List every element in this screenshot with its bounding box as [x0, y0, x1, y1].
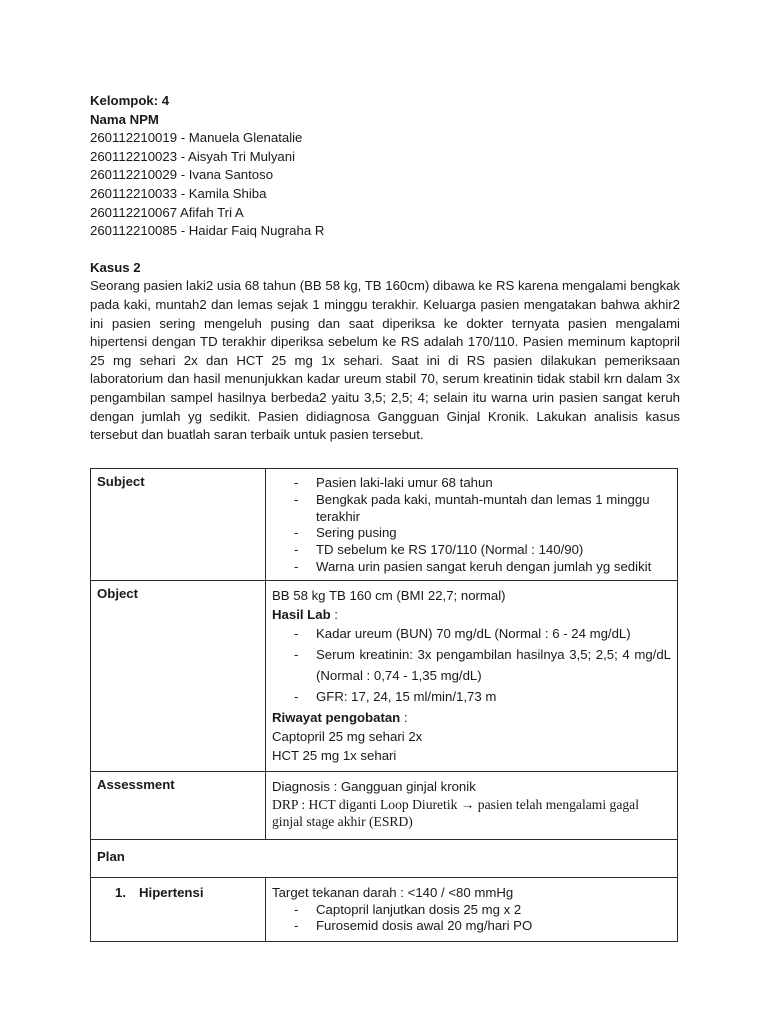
list-item: - Kadar ureum (BUN) 70 mg/dL (Normal : 6 - 24 mg/dL): [272, 623, 671, 644]
history-heading: [272, 710, 671, 727]
subject-label: Subject: [91, 469, 266, 581]
assessment-content: [266, 772, 678, 840]
subject-row: [91, 469, 678, 581]
plan-hypertension-row: [91, 877, 678, 941]
list-item: - Warna urin pasien sangat keruh dengan jumlah yg sedikit: [272, 559, 671, 576]
list-item: - Serum kreatinin: 3x pengambilan hasilnya 3,5; 2,5; 4 mg/dL (Normal : 0,74 - 1,35 mg/dL): [272, 644, 671, 686]
member-line: 260112210029 - Ivana Santoso: [90, 167, 274, 183]
plan-label: Plan: [91, 839, 678, 877]
case-title: Kasus 2: [90, 259, 141, 275]
diagnosis-line: Diagnosis : Gangguan ginjal kronik: [272, 779, 476, 795]
document-page: [90, 92, 680, 445]
npm-heading: Nama NPM: [90, 111, 159, 127]
plan-item-number: 1.: [115, 884, 126, 900]
assessment-label: Assessment: [91, 772, 266, 840]
target-line: Target tekanan darah : <140 / <80 mmHg: [272, 884, 514, 900]
subject-content: [266, 469, 678, 581]
anthropometry-line: BB 58 kg TB 160 cm (BMI 22,7; normal): [272, 587, 506, 603]
history-heading-colon: :: [400, 710, 408, 726]
case-description: Seorang pasien laki2 usia 68 tahun (BB 58 kg, TB 160cm) dibawa ke RS karena mengalami bengkak pada kaki, muntah2 dan lemas sejak 1 minggu terakhir. Keluarga pasien mengatakan bahwa akhir2 ini pasien sering mengeluh pusing dan saat diperiksa ke dokter ternyata pasien mengalami hipertensi dengan TD terakhir diperiksa sebelum ke RS adalah 170/110. Pasien meminum kaptopril 25 mg sehari 2x dan HCT 25 mg 1x sehari. Saat ini di RS pasien dilakukan pemeriksaan laboratorium dan hasil menunjukkan kadar ureum stabil 70, serum kreatinin tidak stabil krn dalam 3x pengambilan sampel hasilnya berbeda2 yaitu 3,5; 2,5; 4; selain itu warna urin pasien sangat keruh dengan jumlah yg sedikit. Pasien didiagnosa Gangguan Ginjal Kronik. Lakukan analisis kasus tersebut dan buatlah saran terbaik untuk pasien tersebut.: [90, 278, 680, 443]
plan-item-label: [91, 877, 266, 941]
history-item: Captopril 25 mg sehari 2x: [272, 729, 423, 745]
list-item: - Captopril lanjutkan dosis 25 mg x 2: [272, 902, 671, 919]
lab-heading-colon: :: [330, 606, 338, 622]
lab-heading: [272, 607, 671, 624]
group-label: Kelompok: 4: [90, 93, 170, 108]
history-item: HCT 25 mg 1x sehari: [272, 748, 397, 764]
plan-item-name: Hipertensi: [139, 884, 204, 900]
member-line: 260112210023 - Aisyah Tri Mulyani: [90, 148, 296, 164]
list-item: - Pasien laki-laki umur 68 tahun: [272, 475, 671, 492]
plan-row: [91, 839, 678, 877]
member-line: 260112210067 Afifah Tri A: [90, 204, 244, 220]
lab-heading-text: Hasil Lab: [272, 606, 331, 622]
object-row: [91, 580, 678, 771]
member-line: 260112210085 - Haidar Faiq Nugraha R: [90, 223, 325, 239]
object-content: [266, 580, 678, 771]
history-heading-text: Riwayat pengobatan: [272, 710, 401, 726]
plan-content: [266, 877, 678, 941]
object-label: Object: [91, 580, 266, 771]
soap-table: [90, 468, 678, 942]
list-item: - Sering pusing: [272, 525, 671, 542]
lab-list: [272, 623, 671, 707]
member-line: 260112210033 - Kamila Shiba: [90, 185, 267, 201]
drp-line: DRP : HCT diganti Loop Diuretik → pasien telah mengalami gagal ginjal stage akhir (ESRD): [272, 796, 639, 830]
list-item: - GFR: 17, 24, 15 ml/min/1,73 m: [272, 686, 671, 707]
list-item: - Bengkak pada kaki, muntah-muntah dan lemas 1 minggu terakhir: [272, 492, 671, 526]
subject-list: [272, 475, 671, 576]
list-item: - TD sebelum ke RS 170/110 (Normal : 140/90): [272, 542, 671, 559]
assessment-row: [91, 772, 678, 840]
list-item: - Furosemid dosis awal 20 mg/hari PO: [272, 918, 671, 935]
member-line: 260112210019 - Manuela Glenatalie: [90, 130, 303, 146]
plan-list: [272, 902, 671, 936]
